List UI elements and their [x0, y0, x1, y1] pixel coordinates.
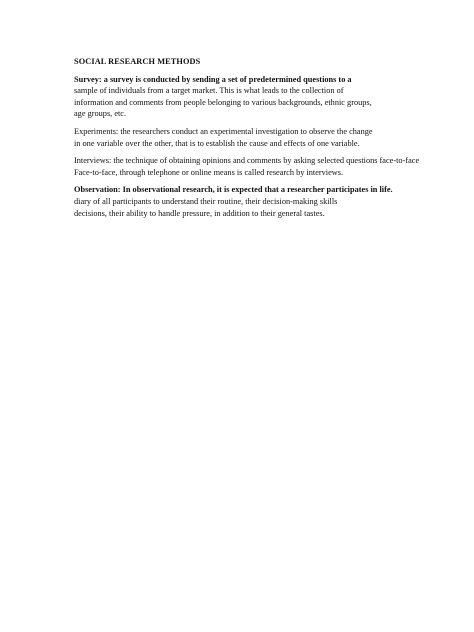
document-title: SOCIAL RESEARCH METHODS [74, 57, 201, 66]
experiments-line-2: in one variable over the other, that is to establish the cause and effects of one variable. [74, 138, 360, 148]
survey-line-2: information and comments from people belonging to various backgrounds, ethnic groups, [74, 97, 372, 107]
survey-line-3: age groups, etc. [74, 109, 127, 119]
survey-lead: Survey: a survey is conducted by sending a set of predetermined questions to a [74, 74, 352, 84]
observation-line-2: decisions, their ability to handle pressure, in addition to their general tastes. [74, 208, 325, 218]
observation-lead: Observation: In observational research, it is expected that a researcher participates in life. [74, 185, 393, 195]
paragraph-survey [74, 74, 466, 120]
interviews-line-1: Interviews: the technique of obtaining opinions and comments by asking selected questions face-to-face [74, 156, 420, 166]
paragraph-observation [74, 184, 466, 219]
paragraph-experiments [74, 126, 466, 149]
document-content [74, 56, 466, 225]
survey-line-1: sample of individuals from a target market. This is what leads to the collection of [74, 86, 344, 96]
experiments-line-1: Experiments: the researchers conduct an experimental investigation to observe the change [74, 126, 373, 136]
observation-line-1: diary of all participants to understand their routine, their decision-making skills [74, 196, 338, 206]
paragraph-interviews [74, 155, 466, 178]
interviews-line-2: Face-to-face, through telephone or online means is called research by interviews. [74, 167, 344, 177]
